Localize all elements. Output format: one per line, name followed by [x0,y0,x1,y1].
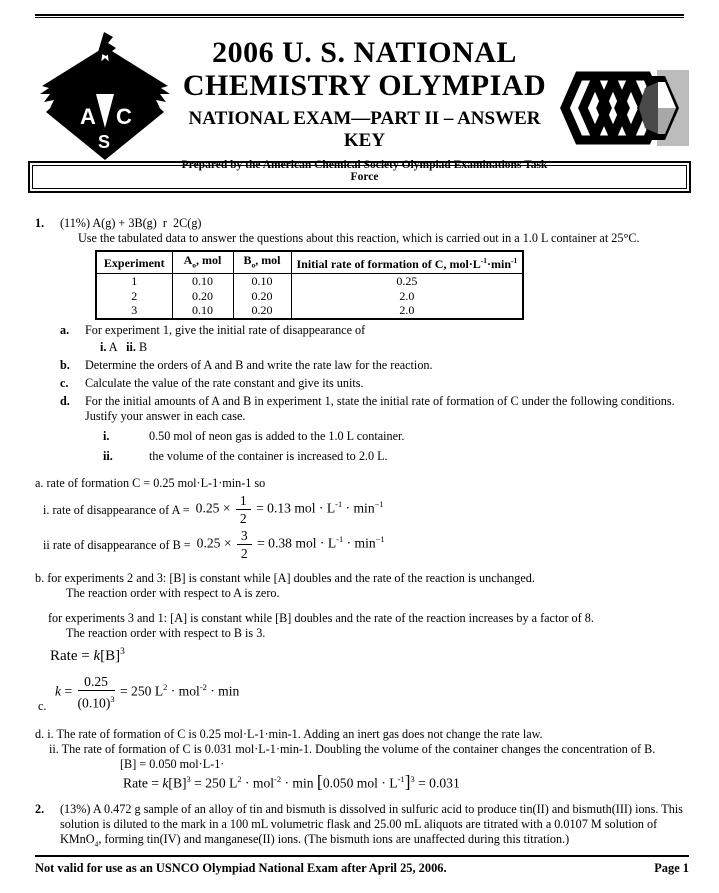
title-line-1: 2006 U. S. NATIONAL [212,36,517,69]
part-d [60,394,707,424]
question-1-reaction: (11%) A(g) + 3B(g) r 2C(g) [60,216,202,230]
answer-b-line-3: for experiments 3 and 1: [A] is constant while [B] doubles and the rate of the reaction increases by a factor of 8. [48,610,594,625]
answer-d-concentration: [B] = 0.050 mol·L-1· [120,757,225,772]
answer-b-line-4: The reaction order with respect to B is 3. [66,625,266,640]
table-cell: 3 [96,303,172,319]
col-header-experiment: Experiment [96,251,172,274]
part-b-label: b. [60,357,70,372]
table-row [96,274,523,289]
question-1-number: 1. [35,216,45,230]
document-body [35,216,707,851]
title-line-2: CHEMISTRY OLYMPIAD [182,69,547,102]
answer-a-i-label: i. rate of disappearance of A = [43,502,190,517]
answer-b-line-1: b. for experiments 2 and 3: [B] is constant while [A] doubles and the rate of the reaction is unchanged. [35,570,535,585]
rate-law-equation: Rate = $k[B]^3$ [50,646,125,664]
answer-a-i-equation: 0.25 × $\frac{1}{2}$ = 0.13 mol · $L^{-1} \cdot \min^{-1}$ [195,492,384,526]
answer-d-i: d. i. The rate of formation of C is 0.25 mol·L-1·min-1. Adding an inert gas does not change the rate law. [35,727,543,742]
part-d-text: For the initial amounts of A and B in experiment 1, state the initial rate of formation of C under the following conditions. Justify your answer in each case. [85,393,675,423]
table-cell: 0.10 [172,303,233,319]
footer-page-number: Page 1 [654,861,689,875]
top-double-rule [35,14,684,18]
question-2 [35,802,707,851]
answer-a-ii-equation: 0.25 × $\frac{3}{2}$ = 0.38 mol · $L^{-1} \cdot \min^{-1}$ [196,527,385,561]
part-b [60,358,707,373]
subtitle: NATIONAL EXAM—PART II – ANSWER KEY [188,108,541,151]
question-2-number: 2. [35,801,45,816]
table-cell: 0.10 [172,274,233,289]
answer-c-equation: k = $\frac{0.25}{(0.10)^3}$ = 250 $L^2 \cdot mol^{-2} \cdot \min$ [55,673,240,711]
answer-d-ii: ii. The rate of formation of C is 0.031 mol·L-1·min-1. Doubling the volume of the container changes the concentration of B. [49,742,656,757]
part-d-i-label: i. [103,428,110,443]
table-cell: 2.0 [291,289,523,304]
table-cell: 2.0 [291,303,523,319]
page-footer [35,855,689,876]
part-c-text: Calculate the value of the rate constant and give its units. [85,375,364,390]
score-box-inner [32,165,687,189]
part-d-ii [103,449,707,464]
answer-d-rate-equation: Rate = $k[B]^3 = 250$ $L^2 \cdot mol^{-2} \cdot \min [0.050$ mol · $L^{-1}]^3 = 0.031$ [123,771,460,792]
footer-validity-note: Not valid for use as an USNCO Olympiad National Exam after April 25, 2006. [35,861,447,875]
prepared-by-line: Prepared by the American Chemical Society Olympiad Examinations Task Force [181,159,548,183]
table-cell: 0.20 [172,289,233,304]
question-2-text: (13%) A 0.472 g sample of an alloy of tin and bismuth is dissolved in sulfuric acid to produce tin(II) and bismuth(III) ions. This solution is diluted to the mark in a 100 mL volumetric flask and 25.00 mL aliquots are titrated with a 0.0107 M solution of KMnO$_4$, forming tin(IV) and manganese(II) ions. (The bismuth ions are unaffected during this titration.) [60,801,683,849]
answer-a-intro: a. rate of formation C = 0.25 mol·L-1·min-1 so [35,475,266,490]
part-d-label: d. [60,393,70,408]
part-c-label: c. [60,375,69,390]
table-header [96,251,523,274]
part-d-i [103,429,707,444]
col-header-rate: Initial rate of formation of C, $mol\cdot L^{-1}\cdot\min^{-1}$ [291,251,523,274]
answer-a-ii [43,528,707,561]
table-row [96,303,523,319]
hexagon-stack-logo-icon [559,68,691,148]
score-box [28,161,691,193]
table-cell: 0.25 [291,274,523,289]
answer-c-label: c. [38,699,47,714]
table-cell: 0.20 [233,303,291,319]
question-1-heading [35,216,707,231]
acs-eagle-logo-icon [40,28,170,160]
page-header [40,28,691,183]
answer-a-i [43,493,707,526]
part-a-subitems: i. A ii. B [100,339,148,354]
part-d-i-text: 0.50 mol of neon gas is added to the 1.0 L container. [149,428,405,443]
part-a [60,323,707,338]
part-c [60,376,707,391]
table-row [96,289,523,304]
col-header-a0: $A_o$, mol [172,251,233,274]
answer-b-line-2: The reaction order with respect to A is zero. [66,585,280,600]
hexagon-stack-logo [559,68,691,148]
answer-a-ii-label: ii rate of disappearance of B = [43,537,191,552]
col-header-b0: $B_o$, mol [233,251,291,274]
part-b-text: Determine the orders of A and B and write the rate law for the reaction. [85,357,433,372]
header-titles [170,28,559,183]
table-cell: 2 [96,289,172,304]
svg-text:A: A [80,104,96,129]
acs-eagle-logo [40,28,170,160]
table-cell: 1 [96,274,172,289]
part-d-ii-label: ii. [103,448,113,463]
part-a-label: a. [60,322,70,337]
svg-text:S: S [98,132,111,152]
table-body [96,274,523,319]
table-cell: 0.20 [233,289,291,304]
svg-text:C: C [116,104,132,129]
part-d-ii-text: the volume of the container is increased to 2.0 L. [149,448,388,463]
rate-data-table [95,250,524,320]
table-cell: 0.10 [233,274,291,289]
part-a-text: For experiment 1, give the initial rate of disappearance of [85,322,366,337]
question-1-intro: Use the tabulated data to answer the questions about this reaction, which is carried out in a 1.0 L container at 25°C. [78,231,640,245]
